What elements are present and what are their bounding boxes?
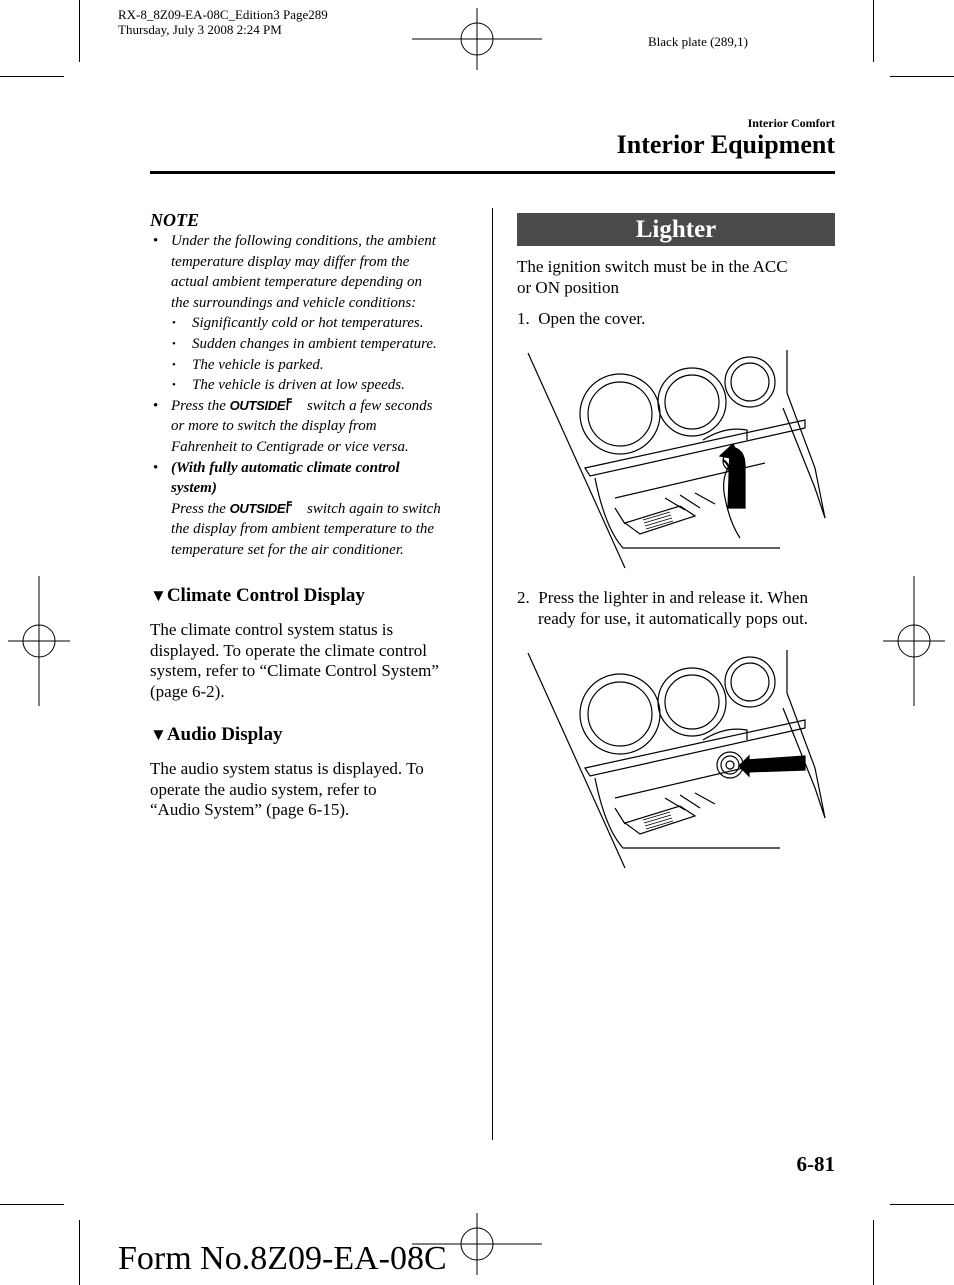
note-item: • (With fully automatic climate control system) [150, 458, 480, 499]
section-label: Interior Comfort [747, 116, 835, 130]
down-triangle-icon: ▼ [150, 586, 167, 605]
note-item-continued: Press the OUTSIDE switch again to switch the display from ambient temperature to the temperature set for the air conditioner. [171, 500, 441, 558]
lighter-intro: The ignition switch must be in the ACC or ON position [517, 257, 788, 297]
plate-label: Black plate (289,1) [648, 34, 748, 49]
note-sub-item: • Significantly cold or hot temperatures. [150, 313, 480, 334]
registration-mark-icon [412, 8, 542, 70]
doc-id: RX-8_8Z09-EA-08C_Edition3 Page289 [118, 7, 328, 22]
doc-date: Thursday, July 3 2008 2:24 PM [118, 22, 282, 37]
page-title: Interior Equipment [616, 130, 835, 159]
note-title: NOTE [150, 210, 199, 230]
audio-text: The audio system status is displayed. To operate the audio system, refer to “Audio System” (page 6-15). [150, 759, 424, 820]
outside-switch-icon [285, 398, 293, 411]
lighter-press-illustration [515, 648, 830, 870]
lighter-cover-illustration [515, 348, 830, 570]
note-item: • Under the following conditions, the ambient temperature display may differ from the actual ambient temperature depending on the surroundings and vehicle conditions: [150, 231, 480, 313]
outside-switch-icon [285, 501, 293, 514]
header-rule [150, 171, 835, 174]
page-number: 6-81 [796, 1152, 835, 1176]
down-triangle-icon: ▼ [150, 725, 167, 744]
audio-heading: ▼Audio Display [150, 724, 283, 745]
lighter-step-1: 1. Open the cover. [517, 309, 646, 328]
note-item: • Press the OUTSIDE switch a few seconds or more to switch the display from Fahrenheit to Centigrade or vice versa. [150, 396, 480, 458]
lighter-heading: Lighter [517, 213, 835, 246]
lighter-step-2: 2. Press the lighter in and release it. When ready for use, it automatically pops out. [517, 588, 809, 628]
outside-switch-label: OUTSIDE [229, 500, 286, 516]
climate-heading: ▼Climate Control Display [150, 585, 365, 606]
registration-mark-icon [883, 576, 945, 706]
column-divider [492, 208, 493, 1140]
note-sub-item: • Sudden changes in ambient temperature. [150, 334, 480, 355]
note-sub-item: • The vehicle is parked. [150, 355, 480, 376]
form-number: Form No.8Z09-EA-08C [118, 1240, 447, 1277]
registration-mark-icon [8, 576, 70, 706]
note-body [150, 231, 480, 561]
note-sub-item: • The vehicle is driven at low speeds. [150, 375, 480, 396]
climate-text: The climate control system status is displayed. To operate the climate control system, refer to “Climate Control System” (page 6-2). [150, 620, 439, 701]
outside-switch-label: OUTSIDE [229, 397, 286, 413]
left-column [150, 210, 480, 561]
